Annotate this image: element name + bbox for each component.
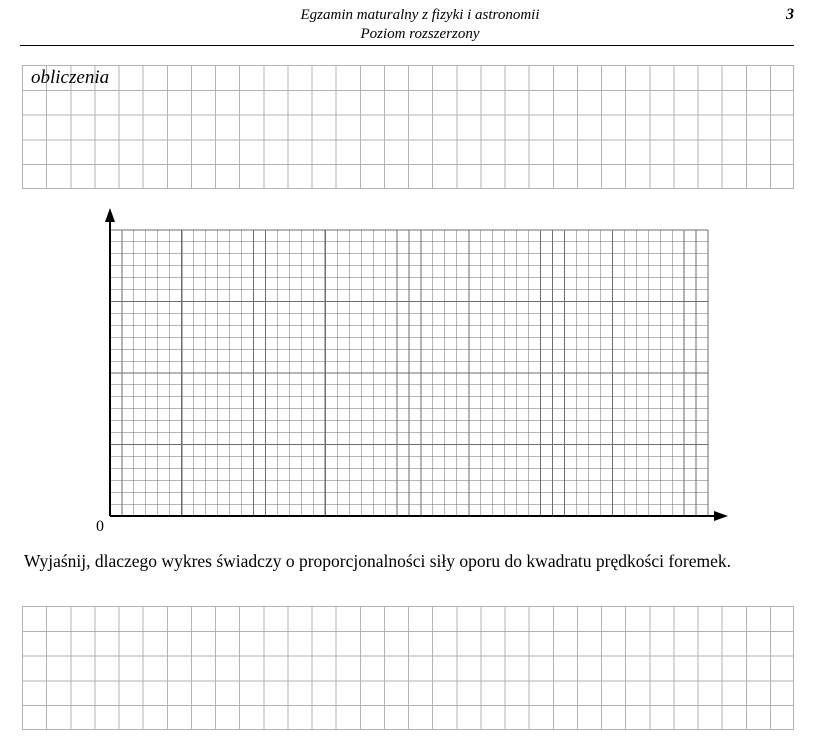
calculations-grid-lines bbox=[22, 65, 794, 189]
exam-title: Egzamin maturalny z fizyki i astronomii bbox=[300, 7, 540, 23]
calculations-label: obliczenia bbox=[31, 67, 110, 88]
x-axis-arrow-icon bbox=[714, 511, 728, 521]
exam-level: Poziom rozszerzony bbox=[360, 26, 480, 42]
answer-grid-lines bbox=[22, 606, 794, 730]
graph-grid bbox=[80, 200, 740, 540]
page-number: 3 bbox=[786, 6, 794, 23]
page-header bbox=[0, 0, 840, 48]
answer-grid[interactable] bbox=[22, 606, 794, 730]
graph-area[interactable] bbox=[80, 200, 740, 540]
question-text: Wyjaśnij, dlaczego wykres świadczy o proporcjonalności siły oporu do kwadratu prędkości foremek. bbox=[24, 551, 732, 571]
calculations-grid[interactable] bbox=[22, 65, 794, 189]
header-divider bbox=[20, 45, 794, 46]
origin-label: 0 bbox=[96, 518, 104, 535]
y-axis-arrow-icon bbox=[105, 208, 115, 222]
